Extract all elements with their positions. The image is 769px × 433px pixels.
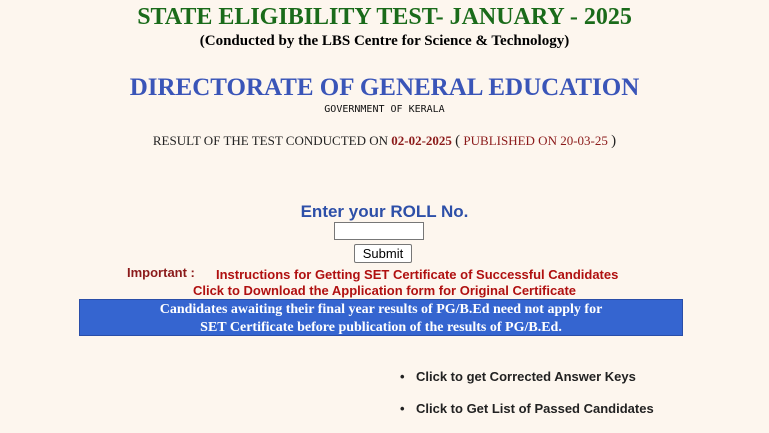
page-title: STATE ELIGIBILITY TEST- JANUARY - 2025 [137, 4, 632, 30]
bullet-icon: • [400, 369, 405, 384]
published-date: PUBLISHED ON 20-03-25 [463, 133, 608, 148]
test-date: 02-02-2025 [391, 133, 452, 148]
page-subtitle: (Conducted by the LBS Centre for Science & Technology) [199, 33, 570, 49]
roll-number-label: Enter your ROLL No. [300, 202, 469, 221]
notice-banner [79, 299, 683, 336]
roll-number-input[interactable] [334, 222, 424, 240]
passed-candidates-link[interactable]: Click to Get List of Passed Candidates [416, 401, 654, 416]
submit-button[interactable]: Submit [354, 244, 412, 263]
bullet-icon: • [400, 401, 405, 416]
download-application-link[interactable]: Click to Download the Application form for Original Certificate [192, 283, 577, 298]
result-prefix: RESULT OF THE TEST CONDUCTED ON [152, 133, 388, 148]
notice-line-1: Candidates awaiting their final year results of PG/B.Ed need not apply for [159, 302, 603, 317]
passed-list-item [400, 401, 654, 416]
close-paren: ) [611, 133, 617, 149]
instructions-link[interactable]: Instructions for Getting SET Certificate of Successful Candidates [216, 267, 619, 282]
result-info-line [0, 133, 769, 150]
important-label: Important : [127, 265, 195, 280]
government-label: GOVERNMENT OF KERALA [324, 104, 445, 115]
notice-line-2: SET Certificate before publication of the results of PG/B.Ed. [200, 320, 562, 335]
directorate-heading: DIRECTORATE OF GENERAL EDUCATION [129, 74, 640, 101]
open-paren: ( [455, 133, 461, 149]
answer-keys-link[interactable]: Click to get Corrected Answer Keys [416, 369, 636, 384]
answer-keys-item [400, 369, 636, 384]
